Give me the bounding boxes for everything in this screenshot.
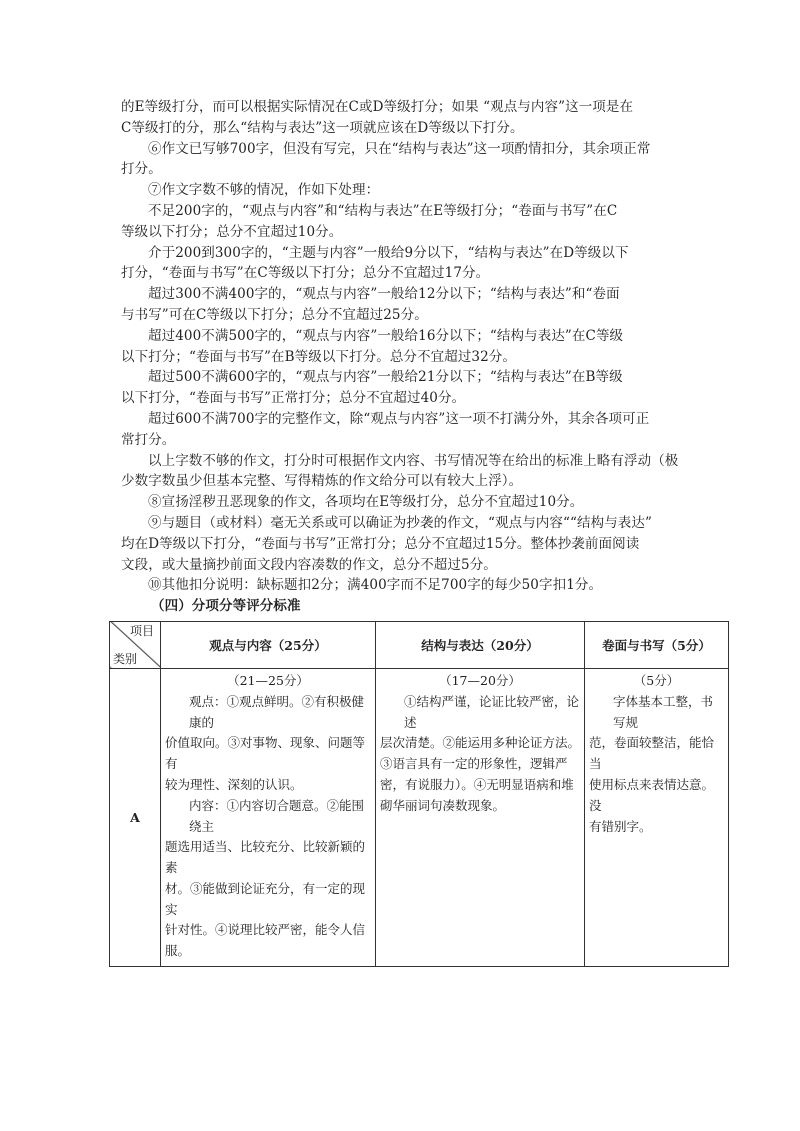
header-structure: 结构与表达（20分） xyxy=(376,621,585,668)
document-body xyxy=(121,97,691,617)
cell-line: 较为理性、深刻的认识。 xyxy=(165,776,303,792)
text-line: 介于200到300字的，“主题与内容”一般给9分以下，“结构与表达”在D等级以下 xyxy=(148,244,629,261)
text-line: 以上字数不够的作文，打分时可根据作文内容、书写情况等在给出的标准上略有浮动（极 xyxy=(148,452,679,469)
table-header-row xyxy=(110,621,729,668)
header-viewpoint: 观点与内容（25分） xyxy=(161,621,376,668)
page-content xyxy=(0,97,800,967)
text-line: 以下打分，“卷面与书写”正常打分；总分不宜超过40分。 xyxy=(121,390,466,407)
text-line: ⑩其他扣分说明：缺标题扣2分；满400字而不足700字的每少50字扣1分。 xyxy=(148,577,603,594)
text-line: 均在D等级以下打分，“卷面与书写”正常打分；总分不宜超过15分。整体抄袭前面阅读 xyxy=(121,535,640,552)
header-handwriting: 卷面与书写（5分） xyxy=(585,621,729,668)
text-line: 等级以下打分；总分不宜超过10分。 xyxy=(121,223,343,240)
section-title: （四）分项分等评分标准 xyxy=(151,598,301,615)
cell-line: （21—25分） xyxy=(227,672,309,688)
corner-bottom-label: 类别 xyxy=(113,651,138,666)
scoring-table xyxy=(109,621,729,967)
cell-line: 题选用适当、比较充分、比较新颖的素 xyxy=(165,839,366,876)
text-line: 打分。 xyxy=(121,161,162,178)
cell-line: ③语言具有一定的形象性，逻辑严 xyxy=(380,756,568,772)
cell-line: 层次清楚。②能运用多种论证方法。 xyxy=(380,735,581,751)
text-line: 的E等级打分，而可以根据实际情况在C或D等级打分；如果 “观点与内容”这一项是在 xyxy=(121,99,634,115)
cell-structure xyxy=(376,668,585,966)
text-line: 文段，或大量摘抄前面文段内容凑数的作文，总分不超过5分。 xyxy=(121,556,497,573)
cell-line: （17—20分） xyxy=(439,672,521,688)
cell-line: 价值取向。③对事物、现象、问题等有 xyxy=(165,735,366,772)
cell-line: （5分） xyxy=(633,672,680,688)
text-line: 打分，“卷面与书写”在C等级以下打分；总分不宜超过17分。 xyxy=(121,265,490,282)
text-line: ⑥作文已写够700字，但没有写完，只在“结构与表达”这一项酌情扣分，其余项正常 xyxy=(148,140,651,157)
text-line: 超过500不满600字的，“观点与内容”一般给21分以下；“结构与表达”在B等级 xyxy=(148,369,623,386)
text-line: 与书写”可在C等级以下打分；总分不宜超过25分。 xyxy=(121,306,428,323)
cell-line: 观点：①观点鲜明。②有积极健康的 xyxy=(189,693,365,730)
cell-line: 范，卷面较整洁，能恰当 xyxy=(589,735,715,772)
cell-line: 砌华丽词句凑数现象。 xyxy=(380,797,506,813)
text-line: 少数字数虽少但基本完整、写得精炼的作文给分可以有较大上浮）。 xyxy=(121,473,523,490)
text-line: 超过300不满400字的，“观点与内容”一般给12分以下；“结构与表达”和“卷面 xyxy=(148,286,620,303)
text-line: 超过600不满700字的完整作文，除“观点与内容”这一项不打满分外，其余各项可正 xyxy=(148,410,650,427)
text-line: 以下打分；“卷面与书写”在B等级以下打分。总分不宜超过32分。 xyxy=(121,348,517,365)
text-line: ⑨与题目（或材料）毫无关系或可以确证为抄袭的作文，“观点与内容““结构与表达” xyxy=(148,514,653,531)
grade-label: A xyxy=(110,668,161,966)
corner-header xyxy=(110,621,161,668)
corner-top-label: 项目 xyxy=(129,623,154,638)
text-line: ⑦作文字数不够的情况，作如下处理： xyxy=(148,182,380,199)
cell-line: 有错别字。 xyxy=(589,818,652,834)
table-row xyxy=(110,668,729,966)
text-line: 超过400不满500字的，“观点与内容”一般给16分以下；“结构与表达”在C等级 xyxy=(148,327,624,344)
text-line: 常打分。 xyxy=(121,431,176,448)
cell-line: 字体基本工整，书写规 xyxy=(613,693,714,730)
text-line: 不足200字的，“观点与内容”和“结构与表达”在E等级打分；“卷面与书写”在C xyxy=(148,202,618,219)
cell-viewpoint xyxy=(161,668,376,966)
cell-line: ①结构严谨，论证比较严密，论述 xyxy=(404,693,580,730)
text-line: ⑧宣扬淫秽丑恶现象的作文，各项均在E等级打分，总分不宜超过10分。 xyxy=(148,494,584,511)
cell-handwriting xyxy=(585,668,729,966)
cell-line: 使用标点来表情达意。没 xyxy=(589,776,715,813)
cell-line: 密，有说服力）。④无明显语病和堆 xyxy=(380,776,574,792)
text-line: C等级打的分，那么“结构与表达”这一项就应该在D等级以下打分。 xyxy=(121,119,524,136)
cell-line: 针对性。④说理比较严密，能令人信服。 xyxy=(165,922,366,959)
cell-line: 材。③能做到论证充分，有一定的现实 xyxy=(165,880,366,917)
cell-line: 内容：①内容切合题意。②能围绕主 xyxy=(189,797,365,834)
